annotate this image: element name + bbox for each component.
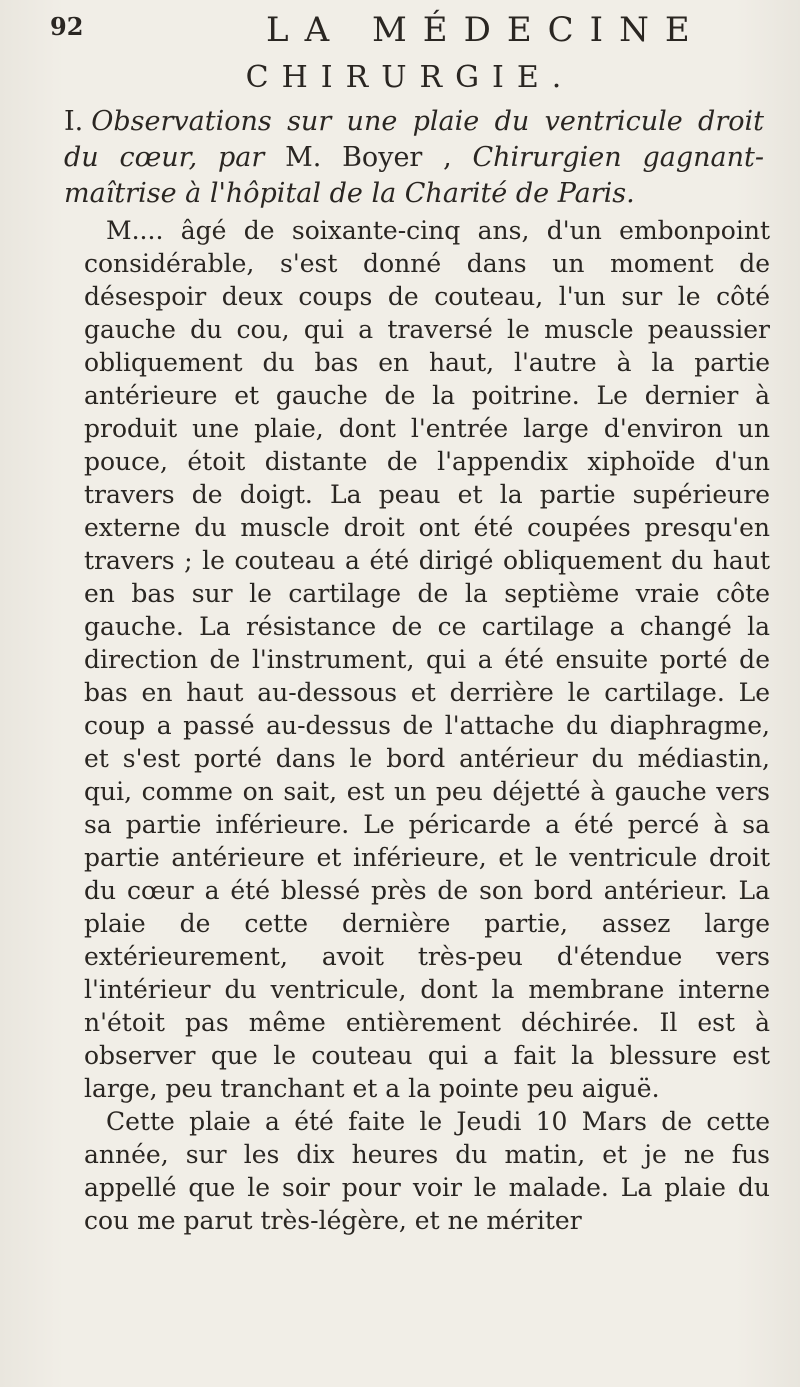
article-title — [64, 104, 764, 212]
title-italic-part-2: Chirurgien gagnant-maîtrise à l'hôpital de la Charité de Paris. — [64, 142, 764, 209]
title-author: M. Boyer , — [264, 142, 473, 173]
running-head — [50, 10, 780, 50]
section-heading: CHIRURGIE. — [245, 60, 575, 95]
page-number: 92 — [50, 12, 84, 41]
paragraph-2: Cette plaie a été faite le Jeudi 10 Mars de cette année, sur les dix heures du matin, et je ne fus appellé que le soir pour voir le malade. La plaie du cou me parut très-légère, et ne mériter — [84, 1107, 770, 1235]
title-italic-part-1: Observations sur une plaie du ventricule droit du cœur, par — [64, 106, 764, 173]
paragraph-1: M.... âgé de soixante-cinq ans, d'un embonpoint considérable, s'est donné dans un moment de désespoir deux coups de couteau, l'un sur le côté gauche du cou, qui a traversé le muscle peaussier obliquement du bas en haut, l'autre à la partie antérieure et gauche de la poitrine. Le dernier à produit une plaie, dont l'entrée large d'environ un pouce, étoit distante de l'appendix xiphoïde d'un travers de doigt. La peau et la partie supérieure externe du muscle droit ont été coupées presqu'en travers ; le couteau a été dirigé obliquement du haut en bas sur le cartilage de la septième vraie côte gauche. La résistance de ce cartilage a changé la direction de l'instrument, qui a été ensuite porté de bas en haut au-dessous et derrière le cartilage. Le coup a passé au-dessus de l'attache du diaphragme, et s'est porté dans le bord antérieur du médiastin, qui, comme on sait, est un peu déjetté à gauche vers sa partie inférieure. Le péricarde a été percé à sa partie antérieure et inférieure, et le ventricule droit du cœur a été blessé près de son bord antérieur. La plaie de cette dernière partie, assez large extérieurement, avoit très-peu d'étendue vers l'intérieur du ventricule, dont la membrane interne n'étoit pas même entièrement déchirée. Il est à observer que le couteau qui a fait la blessure est large, peu tranchant et a la pointe peu aiguë. — [84, 216, 770, 1103]
article-body — [84, 214, 770, 1237]
journal-title: LA MÉDECINE — [266, 10, 706, 50]
article-number: I. — [64, 106, 84, 137]
